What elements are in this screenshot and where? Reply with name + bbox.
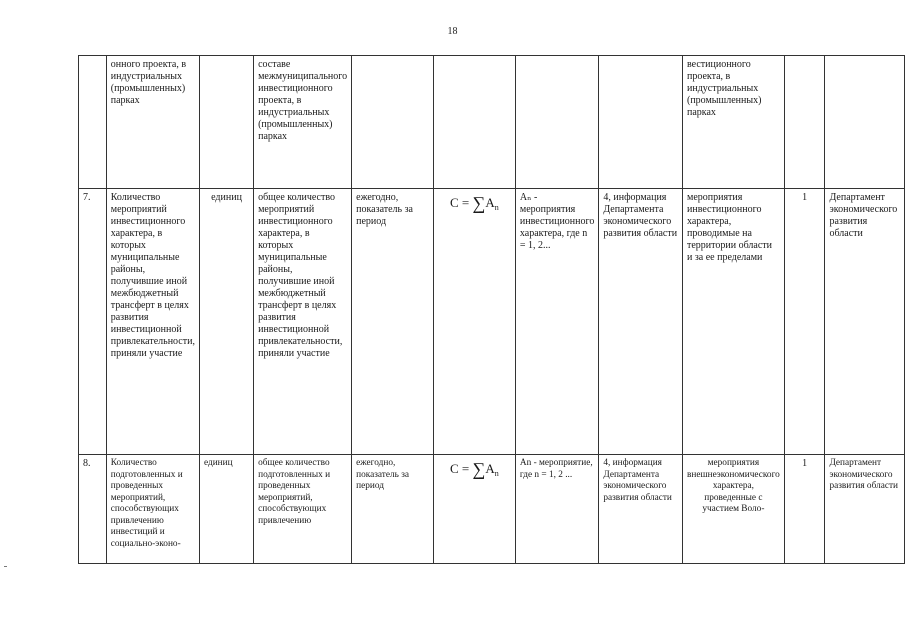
cell-formula — [433, 189, 515, 455]
margin-mark — [4, 566, 7, 567]
cell-unit: единиц — [199, 189, 253, 455]
cell-definition: общее количество подготовленных и проведенных мероприятий, способствующих привлечению — [254, 455, 352, 564]
cell-variables — [515, 56, 598, 189]
cell-definition: составе межмуниципального инвестиционного проекта, в индустриальных (промышленных) парках — [254, 56, 352, 189]
cell-periodicity: ежегодно, показатель за период — [352, 455, 434, 564]
cell-name: онного проекта, в индустриальных (промышленных) парках — [106, 56, 199, 189]
cell-variables: An - мероприятие, где n = 1, 2 ... — [515, 455, 598, 564]
cell-coefficient: 1 — [784, 189, 825, 455]
cell-name: Количество подготовленных и проведенных мероприятий, способствующих привлечению инвестиций и социально-эконо- — [106, 455, 199, 564]
cell-coefficient — [784, 56, 825, 189]
sum-formula: $C = \sum A_n$ — [449, 193, 499, 213]
table-row-8 — [79, 455, 905, 564]
cell-formula — [433, 455, 515, 564]
sum-formula: $C = \sum A_n$ — [449, 459, 499, 479]
indicators-table — [78, 55, 905, 564]
cell-basis: вестиционного проекта, в индустриальных (промышленных) парках — [682, 56, 784, 189]
cell-responsible — [825, 56, 905, 189]
cell-name: Количество мероприятий инвестиционного характера, в которых муниципальные районы, получившие иной межбюджетный трансферт в целях развития инвестиционной привлекательности, приняли участие — [106, 189, 199, 455]
cell-coefficient: 1 — [784, 455, 825, 564]
cell-responsible: Департамент экономического развития области — [825, 455, 905, 564]
sigma-symbol: ∑ — [472, 459, 486, 479]
cell-variables: Aₙ - мероприятия инвестиционного характера, где n = 1, 2... — [515, 189, 598, 455]
cell-source — [599, 56, 683, 189]
cell-basis: мероприятия инвестиционного характера, проводимые на территории области и за ее пределами — [682, 189, 784, 455]
cell-source: 4, информация Департамента экономического развития области — [599, 455, 683, 564]
table-row-7 — [79, 189, 905, 455]
cell-number: 7. — [79, 189, 107, 455]
cell-unit: единиц — [199, 455, 253, 564]
cell-definition: общее количество мероприятий инвестиционного характера, в которых муниципальные районы, получившие иной межбюджетный трансферт в целях развития инвестиционной привлекательности, приняли участие — [254, 189, 352, 455]
cell-formula — [433, 56, 515, 189]
cell-unit — [199, 56, 253, 189]
cell-number — [79, 56, 107, 189]
page-number: 18 — [447, 26, 458, 37]
table-row-continuation — [79, 56, 905, 189]
sigma-symbol: ∑ — [472, 193, 486, 213]
cell-number: 8. — [79, 455, 107, 564]
cell-source: 4, информация Департамента экономического развития области — [599, 189, 683, 455]
cell-basis: мероприятия внешнеэкономического характера, проведенные с участием Воло- — [682, 455, 784, 564]
cell-periodicity: ежегодно, показатель за период — [352, 189, 434, 455]
cell-periodicity — [352, 56, 434, 189]
cell-responsible: Департамент экономического развития области — [825, 189, 905, 455]
